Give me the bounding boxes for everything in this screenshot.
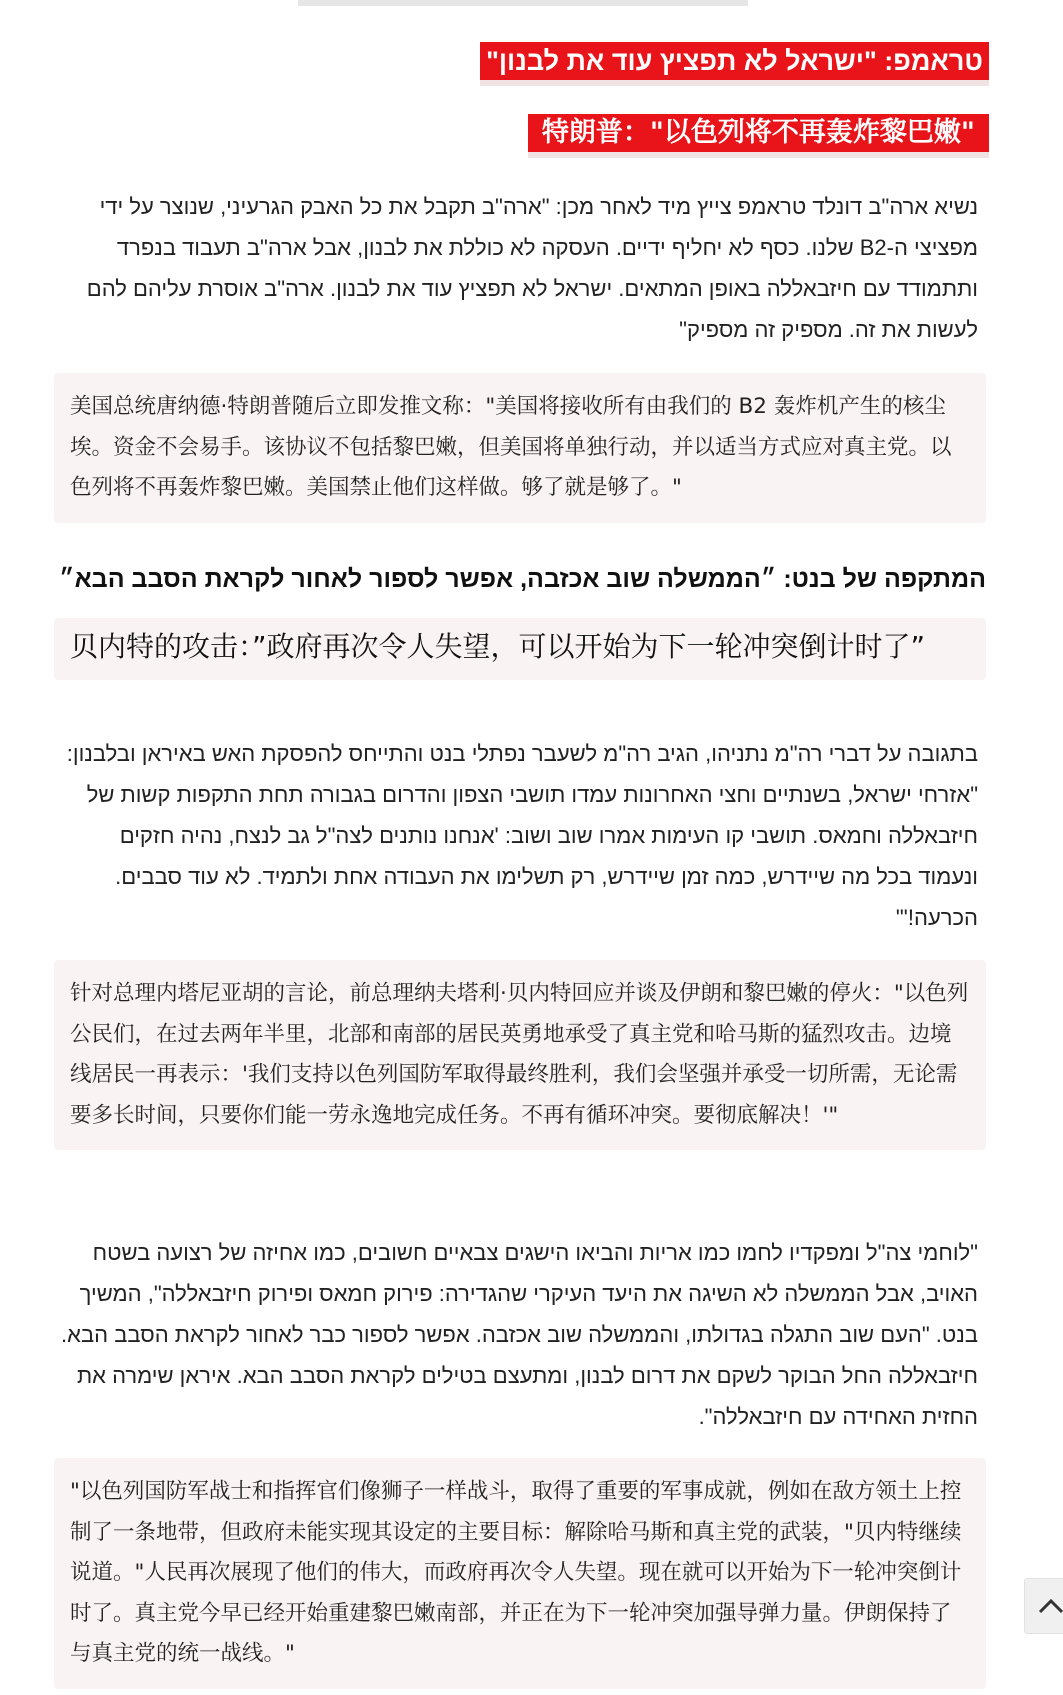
paragraph-chinese-1: 美国总统唐纳德·特朗普随后立即发推文称："美国将接收所有由我们的 B2 轰炸机产生的核尘埃。资金不会易手。该协议不包括黎巴嫩，但美国将单独行动，并以适当方式应对真主党。以色列将不再轰炸黎巴嫩。美国禁止他们这样做。够了就是够了。" (54, 373, 986, 523)
subheading-translation-block (54, 618, 990, 680)
translation-block-3 (54, 1458, 990, 1689)
article-body (54, 186, 990, 350)
paragraph-chinese-3: "以色列国防军战士和指挥官们像狮子一样战斗，取得了重要的军事成就，例如在敌方领土上控制了一条地带，但政府未能实现其设定的主要目标：解除哈马斯和真主党的武装，"贝内特继续说道。"人民再次展现了他们的伟大，而政府再次令人失望。现在就可以开始为下一轮冲突倒计时了。真主党今早已经开始重建黎巴嫩南部，并正在为下一轮冲突加强导弹力量。伊朗保持了与真主党的统一战线。" (54, 1458, 986, 1689)
paragraph-chinese-2: 针对总理内塔尼亚胡的言论，前总理纳夫塔利·贝内特回应并谈及伊朗和黎巴嫩的停火："以色列公民们，在过去两年半里，北部和南部的居民英勇地承受了真主党和哈马斯的猛烈攻击。边境线居民一再表示：'我们支持以色列国防军取得最终胜利，我们会坚强并承受一切所需，无论需要多长时间，只要你们能一劳永逸地完成任务。不再有循环冲突。要彻底解决！'" (54, 960, 986, 1150)
top-divider (298, 0, 748, 6)
subheading-chinese: 贝内特的攻击：”政府再次令人失望，可以开始为下一轮冲突倒计时了” (54, 618, 986, 680)
headline-chinese: 特朗普："以色列将不再轰炸黎巴嫩" (528, 114, 989, 152)
paragraph-block-3 (54, 1232, 990, 1437)
scroll-to-top-button[interactable] (1024, 1578, 1063, 1634)
headline-hebrew: טראמפ: "ישראל לא תפציץ עוד את לבנון" (480, 42, 989, 80)
subheading-block (54, 562, 990, 596)
translation-block-2 (54, 960, 990, 1150)
paragraph-hebrew-2: בתגובה על דברי רה"מ נתניהו, הגיב רה"מ לשעבר נפתלי בנט והתייחס להפסקת האש באיראן ובלבנון: "אזרחי ישראל, בשנתיים וחצי האחרונות עמדו תושבי הצפון והדרום בגבורה תחת התקפות קשות של חיזבאללה וחמאס. תושבי קו העימות אמרו שוב ושוב: 'אנחנו נותנים לצה"ל גב לנצח, נהיה חזקים ונעמוד בכל מה שיידרש, כמה זמן שיידרש, רק תשלימו את העבודה אחת ולתמיד. לא עוד סבבים. הכרעה!'" (66, 741, 978, 930)
paragraph-hebrew-1: נשיא ארה"ב דונלד טראמפ צייץ מיד לאחר מכן: "ארה"ב תקבל את כל האבק הגרעיני, שנוצר על ידי מפציצי ה-B2 שלנו. כסף לא יחליף ידיים. העסקה לא כוללת את לבנון, אבל ארה"ב תעבוד בנפרד ותתמודד עם חיזבאללה באופן המתאים. ישראל לא תפציץ עוד את לבנון. ארה"ב אוסרת עליהם להם לעשות את זה. מספיק זה מספיק" (86, 194, 978, 342)
paragraph-block-2 (54, 733, 990, 938)
translation-block-1 (54, 373, 990, 523)
chevron-up-icon (1038, 1598, 1063, 1614)
paragraph-hebrew-3: "לוחמי צה"ל ומפקדיו לחמו כמו אריות והביאו הישגים צבאיים חשובים, כמו אחיזה של רצועה בשטח האויב, אבל הממשלה לא השיגה את היעד העיקרי שהגדירה: פירוק חמאס ופירוק חיזבאללה", המשיך בנט. "העם שוב התגלה בגדולתו, והממשלה שוב אכזבה. אפשר לספור כבר לאחור לקראת הסבב הבא. חיזבאללה החל הבוקר לשקם את דרום לבנון, ומתעצם בטילים לקראת הסבב הבא. איראן שימרה את החזית האחידה עם חיזבאללה". (61, 1240, 978, 1429)
subheading-hebrew: המתקפה של בנט: ״הממשלה שוב אכזבה, אפשר לספור לאחור לקראת הסבב הבא״ (59, 565, 986, 593)
